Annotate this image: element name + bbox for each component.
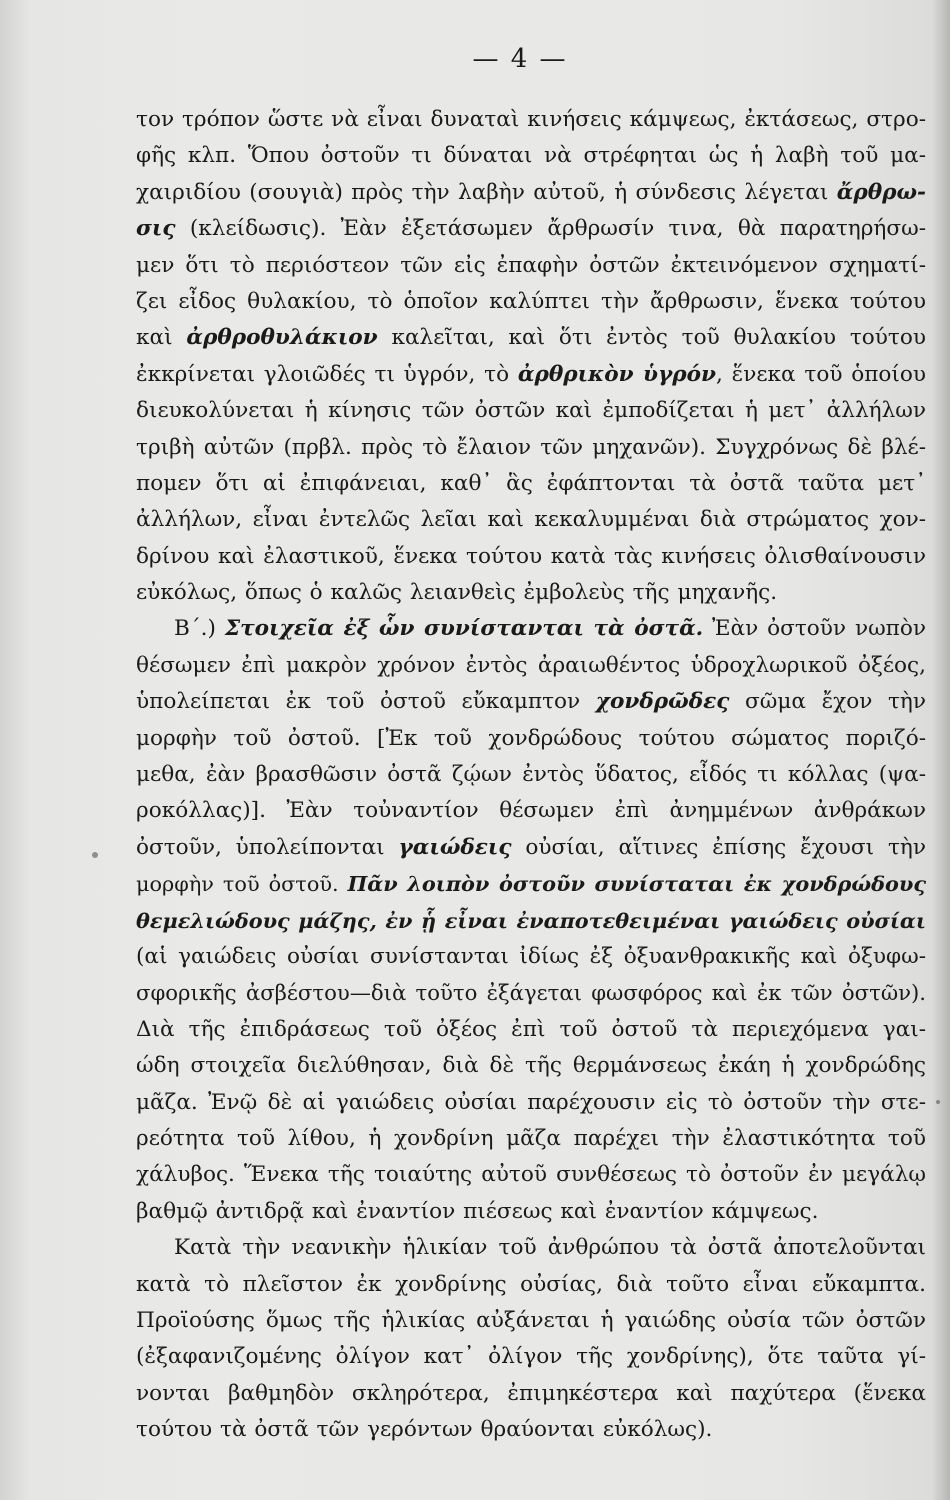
line-text: ἐκκρίνεται γλοιῶδές τι ὑγρόν, τὸ [136, 361, 518, 387]
line-text: τούτου τὰ ὀστᾶ τῶν γερόντων θραύονται εὐκόλως). [136, 1417, 713, 1443]
emphasized-term: Στοιχεῖα ἐξ ὧν συνίστανται τὰ ὀστᾶ. [224, 616, 704, 642]
text-line [136, 357, 926, 393]
text-line [136, 102, 926, 138]
line-text: πομεν ὅτι αἱ ἐπιφάνειαι, καθ᾽ ἃς ἐφάπτονται τὰ ὀστᾶ ταῦτα μετ᾽ [136, 470, 926, 496]
text-line [136, 975, 926, 1011]
line-text: διευκολύνεται ἡ κίνησις τῶν ὀστῶν καὶ ἐμποδίζεται ἡ μετ᾽ ἀλλήλων [136, 398, 926, 424]
text-line [136, 175, 926, 211]
text-line [136, 1048, 926, 1084]
line-text: φῆς κλπ. Ὅπου ὀστοῦν τι δύναται νὰ στρέφηται ὡς ἡ λαβὴ τοῦ μα- [136, 143, 926, 169]
line-text: ὀστοῦν, ὑπολείπονται [136, 834, 399, 860]
line-text: σφορικῆς ἀσβέστου—διὰ τοῦτο ἐξάγεται φωσφόρος καὶ ἐκ τῶν ὀστῶν). [136, 980, 926, 1006]
print-speck [936, 1100, 940, 1104]
line-text: Διὰ τῆς ἐπιδράσεως τοῦ ὀξέος ἐπὶ τοῦ ὀστοῦ τὰ περιεχόμενα γαι- [136, 1016, 926, 1042]
emphasized-term: ἀρθροθυλάκιον [186, 325, 378, 351]
print-speck [92, 852, 98, 858]
text-line [136, 138, 926, 174]
text-line [136, 611, 926, 647]
line-text: Β΄.) [174, 616, 225, 642]
line-text: οὐσίαι, αἵτινες ἐπίσης ἔχουσι τὴν [511, 834, 926, 860]
emphasized-term: χονδρῶδες [595, 689, 730, 715]
line-text: Κατὰ τὴν νεανικὴν ἡλικίαν τοῦ ἀνθρώπου τὰ ὀστᾶ ἀποτελοῦνται [174, 1235, 926, 1261]
text-line [136, 211, 926, 247]
line-text: ώδη στοιχεῖα διελύθησαν, διὰ δὲ τῆς θερμάνσεως ἐκάη ἡ χονδρώδης [136, 1053, 926, 1079]
line-text: μᾶζα. Ἐνῷ δὲ αἱ γαιώδεις οὐσίαι παρέχουσιν εἰς τὸ ὀστοῦν τὴν στε- [136, 1089, 926, 1115]
text-line [136, 648, 926, 684]
line-text: εὐκόλως, ὅπως ὁ καλῶς λειανθεὶς ἐμβολεὺς τῆς μηχανῆς. [136, 580, 778, 606]
line-text: χάλυβος. Ἕνεκα τῆς τοιαύτης αὐτοῦ συνθέσεως τὸ ὀστοῦν ἐν μεγάλῳ [136, 1162, 926, 1188]
line-text: θέσωμεν ἐπὶ μακρὸν χρόνον ἐντὸς ἀραιωθέντος ὑδροχλωρικοῦ ὀξέος, [136, 652, 926, 678]
page-number: — 4 — [472, 44, 568, 74]
text-line [136, 1194, 926, 1230]
line-text: δρίνου καὶ ἐλαστικοῦ, ἕνεκα τούτου κατὰ τὰς κινήσεις ὀλισθαίνουσιν [136, 543, 926, 569]
line-text: (αἱ γαιώδεις οὐσίαι συνίστανται ἰδίως ἐξ ὀξυανθρακικῆς καὶ ὀξυφω- [136, 943, 926, 969]
line-text: ζει εἶδος θυλακίου, τὸ ὁποῖον καλύπτει τὴν ἄρθρωσιν, ἕνεκα τούτου [136, 288, 926, 314]
line-text: μορφὴν τοῦ ὀστοῦ. [Ἐκ τοῦ χονδρώδους τούτου σώματος ποριζό- [136, 725, 926, 751]
line-text: , ἕνεκα τοῦ ὁποίου [716, 361, 926, 387]
line-text: Προϊούσης ὅμως τῆς ἡλικίας αὐξάνεται ἡ γαιώδης οὐσία τῶν ὀστῶν [136, 1307, 926, 1333]
text-line [136, 1012, 926, 1048]
line-text: χαιριδίου (σουγιὰ) πρὸς τὴν λαβὴν αὐτοῦ, ἡ σύνδεσις λέγεται [136, 179, 837, 205]
emphasized-term: γαιώδεις [398, 834, 512, 860]
text-line [136, 393, 926, 429]
emphasized-term: ἀρθρικὸν ὑγρόν [517, 361, 717, 387]
text-line [136, 1267, 926, 1303]
text-line [136, 793, 926, 829]
text-line [136, 684, 926, 720]
emphasized-term: Πᾶν λοιπὸν ὀστοῦν συνίσταται ἐκ χονδρώδους [347, 871, 926, 897]
text-line [136, 866, 926, 902]
text-line [136, 939, 926, 975]
text-line [136, 1303, 926, 1339]
text-line [136, 1157, 926, 1193]
text-line [136, 575, 926, 611]
text-line [136, 1412, 926, 1448]
line-text: ἀλλήλων, εἶναι ἐντελῶς λεῖαι καὶ κεκαλυμμέναι διὰ στρώματος χον- [136, 507, 926, 533]
body-text [136, 102, 926, 1448]
line-text: μεν ὅτι τὸ περιόστεον τῶν εἰς ἐπαφὴν ὀστῶν ἐκτεινόμενον σχηματί- [136, 252, 926, 278]
line-text: (ἐξαφανιζομένης ὀλίγον κατ᾽ ὀλίγον τῆς χονδρίνης), ὅτε ταῦτα γί- [136, 1344, 926, 1370]
line-text: καλεῖται, καὶ ὅτι ἐντὸς τοῦ θυλακίου τούτου [377, 325, 926, 351]
text-line [136, 1230, 926, 1266]
text-line [136, 430, 926, 466]
text-line [136, 248, 926, 284]
emphasized-term: θεμελιώδους μάζης, ἐν ᾗ εἶναι ἐναποτεθειμέναι γαιώδεις οὐσίαι [136, 907, 926, 933]
line-text: βαθμῷ ἀντιδρᾷ καὶ ἐναντίον πιέσεως καὶ ἐναντίον κάμψεως. [136, 1198, 819, 1224]
text-line [136, 903, 926, 939]
line-text: σῶμα ἔχον τὴν [729, 689, 926, 715]
line-text: τον τρόπον ὥστε νὰ εἶναι δυναταὶ κινήσεις κάμψεως, ἐκτάσεως, στρο- [136, 107, 926, 132]
text-line [136, 757, 926, 793]
text-line [136, 1339, 926, 1375]
text-line [136, 1085, 926, 1121]
text-line [136, 1376, 926, 1412]
text-line [136, 539, 926, 575]
line-text: κατὰ τὸ πλεῖστον ἐκ χονδρίνης οὐσίας, διὰ τοῦτο εἶναι εὔκαμπτα. [136, 1271, 926, 1297]
line-text: μεθα, ἐὰν βρασθῶσιν ὀστᾶ ζῴων ἐντὸς ὕδατος, εἶδός τι κόλλας (ψα- [136, 762, 926, 788]
text-line [136, 721, 926, 757]
line-text: Ἐὰν ὀστοῦν νωπὸν [703, 616, 926, 642]
text-line [136, 284, 926, 320]
text-line [136, 1121, 926, 1157]
text-line [136, 502, 926, 538]
text-line [136, 320, 926, 356]
line-text: ὑπολείπεται ἐκ τοῦ ὀστοῦ εὔκαμπτον [136, 689, 596, 715]
text-line [136, 466, 926, 502]
line-text: ρεότητα τοῦ λίθου, ἡ χονδρίνη μᾶζα παρέχει τὴν ἐλαστικότητα τοῦ [136, 1125, 926, 1151]
page-edge-shadow [932, 0, 950, 1500]
emphasized-term: σις [136, 216, 176, 242]
text-line [136, 830, 926, 866]
emphasized-term: ἄρθρω- [836, 179, 926, 205]
line-text: ροκόλλας)]. Ἐὰν τοὐναντίον θέσωμεν ἐπὶ ἀνημμένων ἀνθράκων [136, 798, 926, 824]
line-text: καὶ [136, 325, 187, 351]
line-text: τριβὴ αὐτῶν (πρβλ. πρὸς τὸ ἔλαιον τῶν μηχανῶν). Συγχρόνως δὲ βλέ- [136, 434, 926, 460]
line-text: (κλείδωσις). Ἐὰν ἐξετάσωμεν ἄρθρωσίν τινα, θὰ παρατηρήσω- [175, 216, 926, 242]
line-text: μορφὴν τοῦ ὀστοῦ. [136, 872, 348, 897]
line-text: νονται βαθμηδὸν σκληρότερα, ἐπιμηκέστερα καὶ παχύτερα (ἕνεκα [136, 1380, 926, 1406]
